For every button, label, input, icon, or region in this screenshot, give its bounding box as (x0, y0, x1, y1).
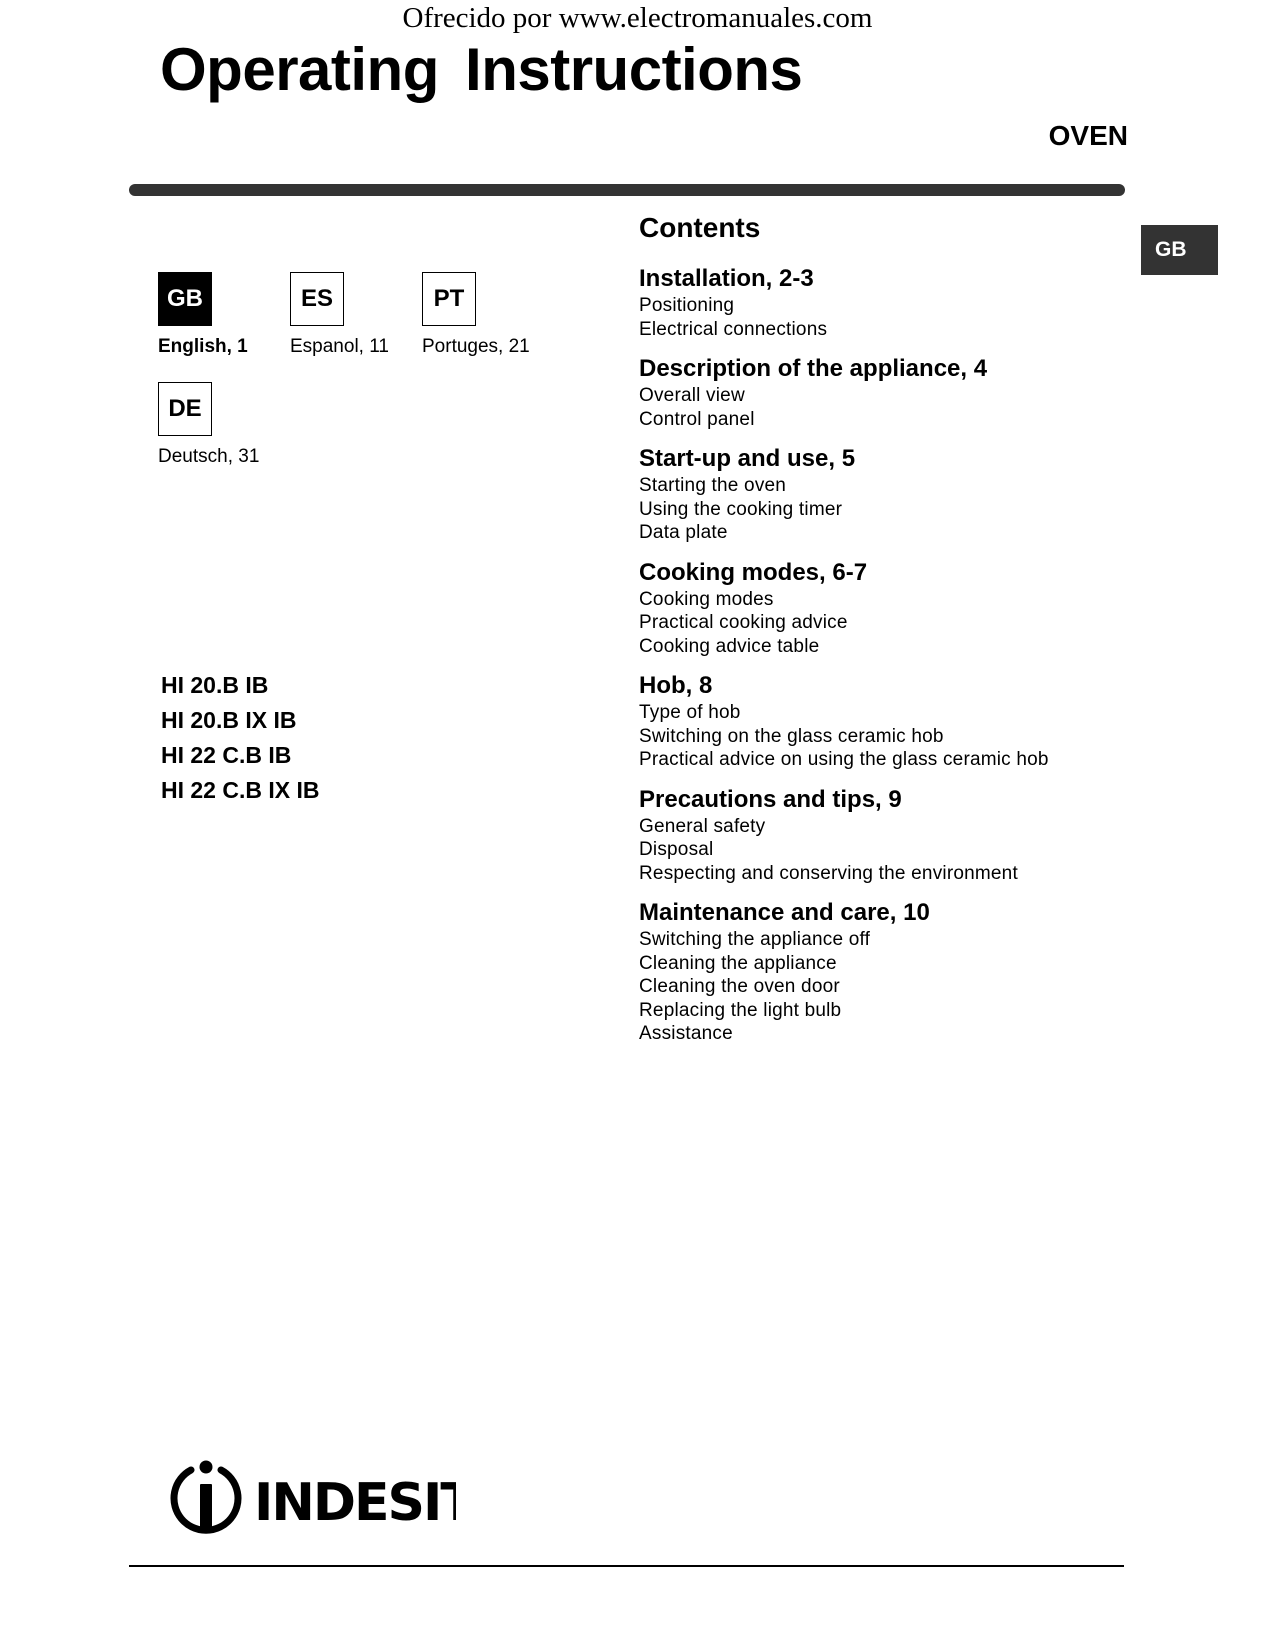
language-label: Deutsch, 31 (158, 446, 260, 467)
toc-item[interactable]: Data plate (639, 522, 728, 543)
product-type-label: OVEN (1048, 120, 1128, 151)
brand-wordmark: INDESIT (254, 1473, 456, 1533)
language-label: English, 1 (158, 336, 248, 357)
toc-section-maintenance (639, 898, 1199, 1046)
page-title: Operating Instructions (160, 36, 803, 103)
header-divider (129, 184, 1125, 196)
toc-heading[interactable]: Precautions and tips, 9 (639, 785, 902, 813)
toc-item[interactable]: Positioning (639, 295, 735, 316)
language-option-gb[interactable] (158, 272, 248, 358)
toc-section-installation (639, 264, 1199, 341)
toc-heading[interactable]: Description of the appliance, 4 (639, 355, 988, 382)
toc-section-description (639, 354, 1199, 431)
toc-item[interactable]: Using the cooking timer (639, 498, 843, 520)
language-code-box: ES (290, 272, 344, 326)
toc-heading[interactable]: Maintenance and care, 10 (639, 899, 930, 926)
toc-item[interactable]: Respecting and conserving the environment (639, 862, 1018, 884)
toc-item[interactable]: Starting the oven (639, 475, 787, 496)
toc-item[interactable]: Cleaning the oven door (639, 976, 840, 997)
language-label: Espanol, 11 (290, 336, 389, 357)
toc-item[interactable]: Cooking advice table (639, 635, 820, 657)
language-code-box: GB (158, 272, 212, 326)
table-of-contents (639, 264, 1199, 1059)
toc-section-hob (639, 671, 1199, 772)
toc-item[interactable]: Electrical connections (639, 318, 828, 340)
model-number: HI 20.B IB (161, 672, 269, 698)
toc-item[interactable]: Disposal (639, 839, 714, 860)
language-option-es[interactable] (290, 272, 389, 358)
toc-heading[interactable]: Installation, 2-3 (639, 265, 814, 292)
toc-section-cooking-modes (639, 558, 1199, 659)
contents-title: Contents (639, 212, 761, 243)
toc-section-precautions (639, 785, 1199, 886)
toc-heading[interactable]: Cooking modes, 6-7 (639, 558, 868, 586)
model-list (161, 668, 319, 808)
toc-heading[interactable]: Start-up and use, 5 (639, 445, 856, 472)
toc-item[interactable]: Switching on the glass ceramic hob (639, 725, 944, 747)
toc-heading[interactable]: Hob, 8 (639, 672, 713, 699)
toc-item[interactable]: Assistance (639, 1023, 733, 1044)
toc-item[interactable]: Cleaning the appliance (639, 952, 837, 974)
language-option-de[interactable] (158, 382, 259, 468)
language-code-box: DE (158, 382, 212, 436)
toc-item[interactable]: General safety (639, 815, 766, 837)
toc-item[interactable]: Practical cooking advice (639, 612, 848, 633)
model-number: HI 22 C.B IB (161, 742, 292, 768)
toc-item[interactable]: Practical advice on using the glass ceramic hob (639, 749, 1049, 770)
toc-item[interactable]: Cooking modes (639, 588, 774, 610)
language-label: Portuges, 21 (422, 336, 530, 357)
brand-logo (166, 1458, 456, 1540)
toc-item[interactable]: Switching the appliance off (639, 929, 871, 950)
language-code-box: PT (422, 272, 476, 326)
toc-item[interactable]: Type of hob (639, 702, 741, 723)
toc-item[interactable]: Control panel (639, 408, 755, 430)
language-side-tab: GB (1141, 225, 1218, 275)
language-option-pt[interactable] (422, 272, 530, 358)
indesit-i-logo-icon (166, 1458, 456, 1540)
model-number: HI 22 C.B IX IB (161, 777, 320, 803)
model-number: HI 20.B IX IB (161, 707, 297, 733)
toc-section-startup (639, 444, 1199, 545)
footer-divider (129, 1565, 1124, 1567)
toc-item[interactable]: Overall view (639, 385, 745, 406)
watermark-text: Ofrecido por www.electromanuales.com (402, 2, 873, 34)
toc-item[interactable]: Replacing the light bulb (639, 999, 842, 1021)
